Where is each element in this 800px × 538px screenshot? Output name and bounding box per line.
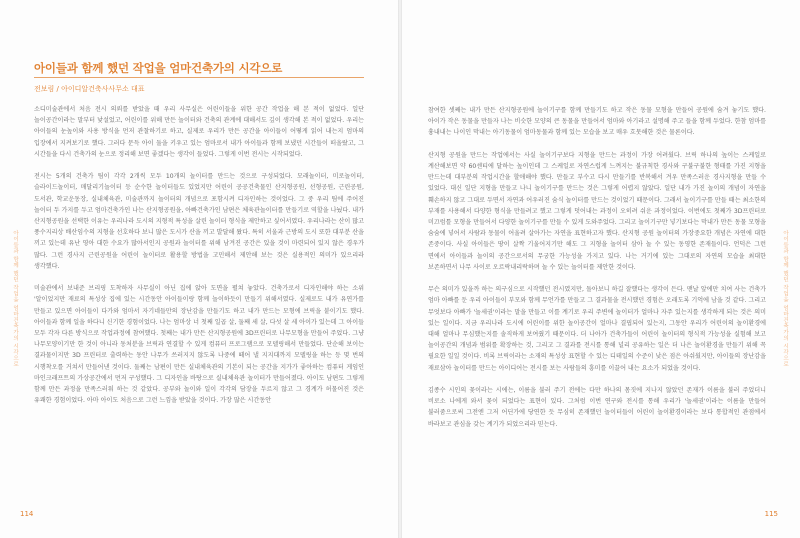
- article-title: 아이들과 함께 했던 작업을 엄마건축가의 시각으로: [34, 61, 283, 75]
- paragraph: 산지형 공원을 만드는 작업에서는 사실 놀이기구보다 지형을 만드는 과정이 가장 어려웠다. 브릭 하나의 높이는 스케일로 계산해보면 약 60센티에 달하는 높이인데 그 스케일로 자연스럽게 느껴지는 불규칙한 경사와 구불구불한 형태를 가진 지형을 만드는데 대부분의 작업시간을 할애해야 했다. 만들고 부수고 다시 만들기를 반복해서 겨우 만족스러운 경사지형을 만들 수 있었다. 대신 일단 지형을 만들고 나니 놀이기구를 만드는 것은 그렇게 어렵지 않았다. 일단 내가 가진 놀이의 개념이 자연을 훼손하지 않고 그대로 두면서 자연과 어우러진 숨식 놀이터를 만드는 것이었기 때문이다. 그래서 놀이기구를 만들 때는 최소한의 부재를 사용해서 다양한 형식을 만들려고 했고 그렇게 덧어내는 과정이 오히려 쉬운 과정이었다. 이번에도 첫째가 3D프린터로 미끄럼틀 모형을 만들어서 다양한 놀이기구를 만들 수 있게 도와주었다. 그리고 놀이기구만 넣기보다는 막내가 만든 동물 모형을 숨숨에 넣어서 사람과 동물이 어울려 살아가는 자연을 표현하고자 했다. 산지형 공원 놀이터의 가장중요한 개념은 자연에 대한 존중이다. 사실 아이들은 땅이 살짝 기울어지기만 해도 그 지형을 놀이터 삼아 놀 수 있는 동영한 존재들이다. 언덕은 그런 면에서 아이들과 놀이의 공간으로서의 무궁한 가능성을 가지고 있다. 나는 거기에 있는 그대로의 자연의 모습을 최대한 보존하면서 나무 사이로 오르락내리락하며 놀 수 있는 놀이터를 제안한 것이다.: [428, 151, 766, 271]
- right-page: [402, 0, 800, 538]
- author-byline: 전보림 / 아이디알건축사사무소 대표: [34, 85, 145, 93]
- paragraph: 무슨 의미가 있을까 하는 의구심으로 시작했던 전시였지만, 돌아보니 하길 잘했다는 생각이 든다. 맨날 앞에만 치여 사는 건축가 엄마 아빠를 둔 우리 아이들이 부모와 함께 무언가를 만들고 그 결과물을 전시했던 경험은 오래도록 기억에 남을 것 같다. 그리고 무엇보다 아빠가 '놀세권'이라는 말을 만들고 이를 계기로 우리 주변에 놀이터가 얼마나 자주 있는지를 생각하게 되는 것은 의미 있는 일이다. 지금 우리나라 도시에 어린이를 위한 놀이공간이 얼마나 결핍되어 있는지, 그동안 우리가 어린이의 놀이환경에 대해 얼마나 무심했는지를 솔직하게 보여줬기 때문이다. 더 나아가 건축가들이 어린이 놀이터의 형식적 가능성을 실험해 보고 놀이공간의 개념과 범위를 확장하는 것, 그리고 그 결과를 전시를 통해 널리 공유하는 일은 더 나은 놀이환경을 만들기 위해 꼭 필요한 일일 것이다. 비록 브릭이라는 소재의 특성상 표현할 수 있는 디테일의 수준이 낮은 점은 아쉬웠지만, 아이들의 장난감을 재료삼아 놀이터를 만드는 아이디어는 전시를 보는 사람들의 흥미를 이끌어 내는 요소가 되었을 것이다.: [428, 286, 766, 372]
- paragraph: 전시는 5개의 건축가 팀이 각각 2개씩 모두 10개의 놀이터를 만드는 것으로 구성되었다. 모래놀이터, 미로놀이터, 슬라이드놀이터, 매달리기놀이터 등 순수한 놀이터들도 있었지만 어린이 공공건축물인 산지형공원, 선형공원, 근린공원, 도서관, 학교운동장, 실내체육관, 미술관까지 놀이터의 개념으로 포함시켜 디자인하는 것이었다. 그 중 우리 팀에 주어진 놀이터 두 가지를 두고 엄마건축가인 나는 산지형공원을, 아빠건축가인 남편은 체육관놀이터를 만들기로 역할을 나눴다. 내가 산지형공원을 선택한 이유는 우리나라 도시의 지형적 특성을 살린 놀이터 형식을 제안하고 싶어서였다. 우리나라는 산이 많고 풍수지리상 배산임수의 지형을 선호하다 보니 많은 도시가 산을 끼고 발달해 왔다. 특히 서울과 근방의 도시 또한 대부분 산을 끼고 있는데 유난 영아 대한 수요가 많아서인지 공원과 놀이터를 위해 남겨진 공간은 있을 것이 마련되어 있지 않은 경우가 많다. 그런 경사지 근린공원을 어린이 놀이터로 활용할 방법을 고민해서 제안해 보는 것은 실용적인 의미가 있으리라 생각했다.: [34, 173, 364, 270]
- left-body-column: [34, 104, 364, 418]
- right-body-column: [428, 105, 766, 441]
- paragraph: 미술관에서 보내준 브리핑 도착하자 사무실이 아닌 집에 앉아 도면을 펼쳐 놓았다. 건축가로서 디자인해야 하는 소위 '알이었지만 재료의 특성상 집에 있는 시간동안 아이들이랑 함께 놀이하듯이 만들기 위해서였다. 실제로도 내가 유연가를 만들고 있으면 아이들이 다가와 엄마서 자기네들만의 장난감을 만들기도 하고 내가 만드는 모형에 브릭을 붙이기도 했다. 아이들과 함께 일을 하다니 신기한 경험이었다. 나는 엄마상 너 첫째 일곱 살, 둘째 세 살, 다섯 살 세 아이가 있는데 그 아이들 모두 각자 다른 방식으로 작업과정에 참여했다. 첫째는 내가 만든 산지형공원에 3D프린터로 나무모형을 만들어 주었다. 그냥 나무모양이기만 한 것이 아니라 동처분을 브릭과 연결할 수 있게 컴퓨터 프로그램으로 모델링해서 만들었다. 단순해 보이는 결과물이지만 3D 프린터로 출력하는 동안 나무가 쓰러지지 않도록 나중에 떼어 낼 지지대까지 모델링을 하는 등 몇 번의 시행착오를 거쳐서 만들어낸 것이다. 둘째는 남편이 만든 실내체육관의 기본이 되는 공간을 지가가 좋아하는 컴퓨터 게임인 마인크래프트의 가상공간에서 먼저 구성했다. 그 디자인을 바탕으로 실내체육관 놀이터가 만들어졌다. 아이도 남편도 그렇게 함께 만든 과정을 만족스러워 하는 것 같았다. 공부와 놀이와 일이 각각의 담장을 두르지 않고 그 경계가 허물어진 것은 유쾌한 경험이었다. 아마 아이도 처음으로 그런 느낌을 받았을 것이다. 가장 많은 시간동안: [34, 285, 364, 405]
- paragraph: 소디미술관에서 처음 전시 의뢰를 받았을 때 우리 사무실은 어린이들을 위한 공간 작업을 해 본 적이 없었다. 일단 놀이공간이라는 말부터 낯설었고, 어린이를 위해 만든 놀이터와 건축의 관계에 대해서도 깊이 생각해 본 적이 없었다. 우리는 아이들의 눈높이와 사용 방식을 먼저 관찰하기로 하고, 실제로 우리가 만든 공간을 아이들이 어떻게 읽어 내는지 엄마의 입장에서 지켜보기로 했다. 그러다 문득 아이 둘을 키우고 있는 엄마로서 내가 아이들과 함께 보냈던 시간들이 떠올랐고, 그 시간들을 다시 건축가의 눈으로 정리해 보면 좋겠다는 생각이 들었다. 그렇게 이번 전시는 시작되었다.: [34, 106, 364, 158]
- paragraph: 참여한 셋째는 내가 만든 산지형공원에 놀이기구를 함께 만들기도 하고 작은 동물 모형을 만들어 공원에 숨겨 놓기도 했다. 아이가 작은 동물을 만들자 나는 비슷한 모양의 큰 동물을 만들어서 엄마와 아기라고 설명해 주고 들을 함께 두었다. 한참 엄마를 흉내내는 나이인 막내는 아기동물이 엄마동물과 함께 있는 모습을 보고 매우 흐뭇해한 것은 물론이다.: [428, 107, 766, 137]
- running-head: 아이들과 함께 했던 작업을 엄마건축가의 시각으로: [782, 230, 788, 368]
- title-rule: [34, 77, 364, 78]
- paragraph: 김종수 시인의 꽃이라는 시에는, 이름을 불러 주기 전에는 다만 하나의 몸짓에 지나지 않았던 존재가 이름을 불러 주었더니 비로소 나에게 와서 꽃이 되었다는 표현이 있다. 그처럼 이번 연구와 전시를 통해 우리가 '놀세권'이라는 이름을 만들어 불러줌으로써 그전엔 그저 어딘가에 당연한 듯 무심히 존재했던 놀이터들이 어린이 놀이환경이라는 보다 통합적인 관점에서 바라보고 관심을 갖는 계기가 되었으리라 믿는다.: [428, 387, 766, 428]
- running-head: 아이들과 함께 했던 작업을 엄마건축가의 시각으로: [12, 230, 18, 368]
- page-number: 115: [764, 510, 778, 518]
- left-page: [0, 0, 398, 538]
- page-number: 114: [20, 510, 34, 518]
